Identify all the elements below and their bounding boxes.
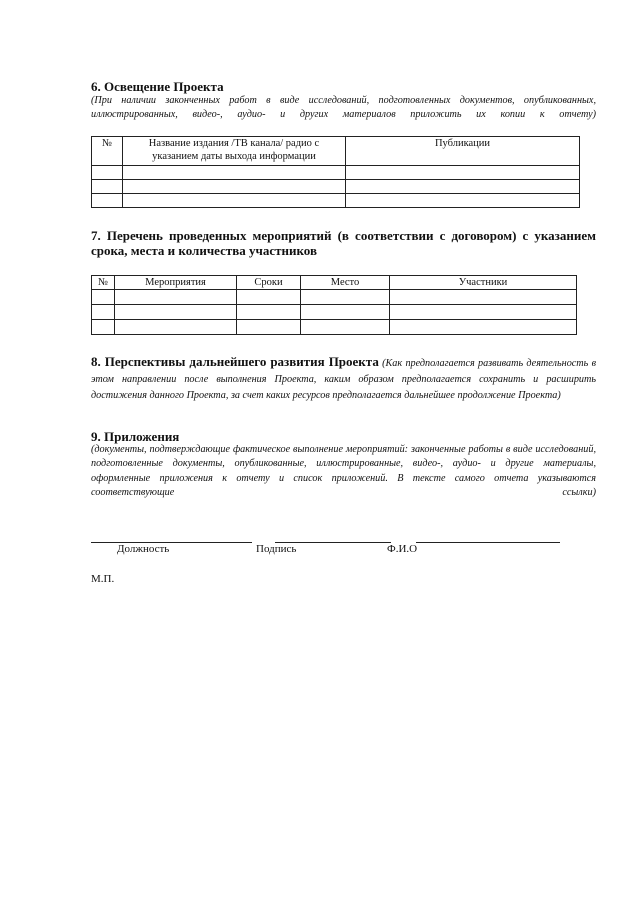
table-row (92, 194, 580, 208)
table-row (92, 320, 577, 335)
col-header-number: № (92, 137, 123, 166)
col-header-media: Название издания /ТВ канала/ радио с указанием даты выхода информации (123, 137, 346, 166)
position-line[interactable] (91, 542, 252, 543)
col-header-place: Место (301, 276, 390, 290)
section-9-note: (документы, подтверждающие фактическое выполнение мероприятий: законченные работы в виде исследований, подготовленные документы, опубликованные, иллюстрированные, видео-, аудио- и другие материалы, оформленные приложения к отчету и список приложений. В тексте самого отчета указываются соответствующие ссылки) (91, 444, 596, 499)
col-header-participants: Участники (390, 276, 577, 290)
name-line[interactable] (416, 542, 560, 543)
section-6-note: (При наличии законченных работ в виде исследований, подготовленных документов, опубликованных, иллюстрированных, видео-, аудио- и других материалов приложить их копии к отчету) (91, 95, 596, 121)
signature-label: Подпись (256, 543, 297, 555)
publications-table (91, 136, 580, 208)
table-row (92, 305, 577, 320)
table-row (92, 166, 580, 180)
section-6-title: 6. Освещение Проекта (91, 79, 224, 94)
table-row (92, 290, 577, 305)
section-8-title: 8. Перспективы дальнейшего развития Проекта (91, 354, 379, 369)
col-header-dates: Сроки (237, 276, 301, 290)
section-8-note: (Как предполагается развивать деятельность в этом направлении после выполнения Проекта, каким образом предполагается сохранить и расширить достижения данного Проекта, за счет каких ресурсов предполагается дальнейшее продолжение Проекта) (91, 358, 597, 401)
section-7-title: 7. Перечень проведенных мероприятий (в соответствии с договором) с указанием срока, места и количества участников (91, 228, 596, 258)
col-header-publications: Публикации (346, 137, 580, 166)
position-label: Должность (117, 543, 170, 555)
stamp-place-label: М.П. (91, 573, 115, 585)
events-table (91, 275, 577, 335)
col-header-events: Мероприятия (115, 276, 237, 290)
col-header-number: № (92, 276, 115, 290)
table-row (92, 180, 580, 194)
name-label: Ф.И.О (387, 543, 418, 555)
section-8-paragraph (91, 354, 596, 404)
section-9-title: 9. Приложения (91, 429, 180, 444)
